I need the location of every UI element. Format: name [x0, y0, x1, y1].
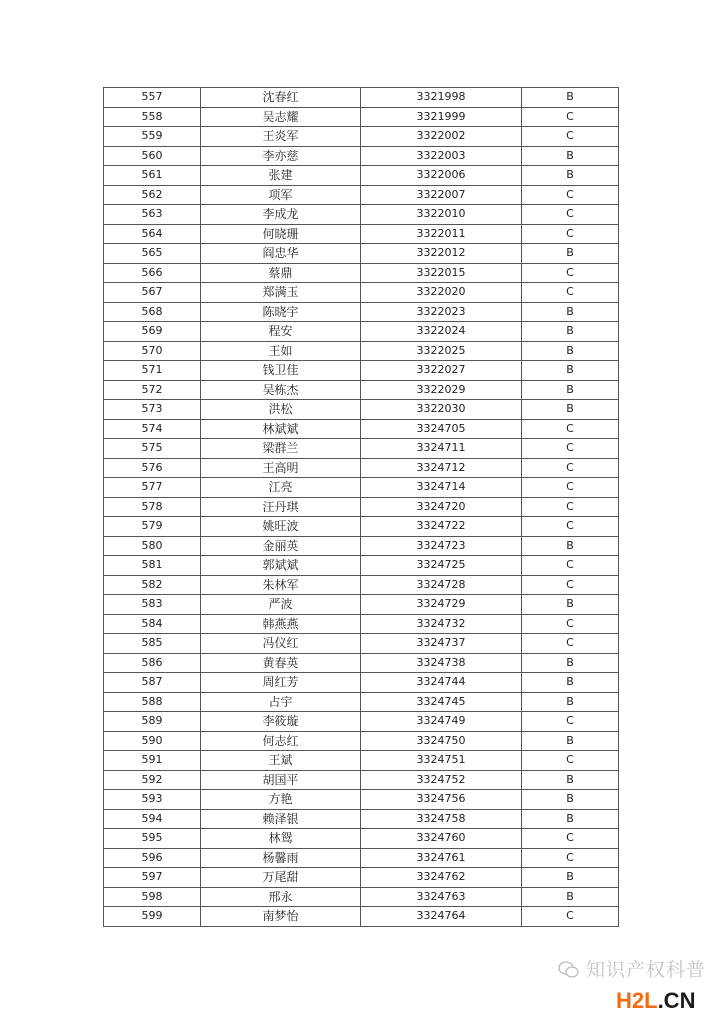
table-row: [104, 205, 619, 225]
grade-cell: B: [522, 673, 619, 693]
table-row: [104, 887, 619, 907]
table-row: [104, 244, 619, 264]
person-name-cell: 蔡鼎: [201, 263, 361, 283]
grade-cell: C: [522, 907, 619, 927]
row-number-cell: 578: [104, 497, 201, 517]
row-number-cell: 569: [104, 322, 201, 342]
grade-cell: B: [522, 302, 619, 322]
table-row: [104, 712, 619, 732]
certificate-code-cell: 3322029: [361, 380, 522, 400]
table-row: [104, 497, 619, 517]
results-table: [103, 87, 619, 927]
person-name-cell: 王高明: [201, 458, 361, 478]
table-row: [104, 341, 619, 361]
person-name-cell: 何志红: [201, 731, 361, 751]
row-number-cell: 572: [104, 380, 201, 400]
person-name-cell: 汪丹琪: [201, 497, 361, 517]
person-name-cell: 江亮: [201, 478, 361, 498]
h2l-logo-text: H2L: [616, 988, 658, 1013]
row-number-cell: 587: [104, 673, 201, 693]
certificate-code-cell: 3324764: [361, 907, 522, 927]
h2l-logo: [616, 988, 695, 1014]
table-row: [104, 770, 619, 790]
grade-cell: C: [522, 478, 619, 498]
table-row: [104, 361, 619, 381]
certificate-code-cell: 3324756: [361, 790, 522, 810]
certificate-code-cell: 3324749: [361, 712, 522, 732]
person-name-cell: 林鸳: [201, 829, 361, 849]
table-row: [104, 634, 619, 654]
row-number-cell: 580: [104, 536, 201, 556]
row-number-cell: 558: [104, 107, 201, 127]
row-number-cell: 574: [104, 419, 201, 439]
table-row: [104, 419, 619, 439]
row-number-cell: 570: [104, 341, 201, 361]
person-name-cell: 南梦怡: [201, 907, 361, 927]
certificate-code-cell: 3322020: [361, 283, 522, 303]
certificate-code-cell: 3324758: [361, 809, 522, 829]
certificate-code-cell: 3324712: [361, 458, 522, 478]
person-name-cell: 王炎军: [201, 127, 361, 147]
table-row: [104, 595, 619, 615]
table-row: [104, 692, 619, 712]
person-name-cell: 严波: [201, 595, 361, 615]
row-number-cell: 598: [104, 887, 201, 907]
row-number-cell: 568: [104, 302, 201, 322]
certificate-code-cell: 3322010: [361, 205, 522, 225]
grade-cell: B: [522, 536, 619, 556]
row-number-cell: 562: [104, 185, 201, 205]
table-row: [104, 263, 619, 283]
table-row: [104, 653, 619, 673]
row-number-cell: 591: [104, 751, 201, 771]
person-name-cell: 朱林军: [201, 575, 361, 595]
row-number-cell: 582: [104, 575, 201, 595]
grade-cell: B: [522, 380, 619, 400]
grade-cell: C: [522, 556, 619, 576]
row-number-cell: 585: [104, 634, 201, 654]
grade-cell: C: [522, 712, 619, 732]
certificate-code-cell: 3322030: [361, 400, 522, 420]
table-row: [104, 400, 619, 420]
person-name-cell: 李筱璇: [201, 712, 361, 732]
watermark-text: 知识产权科普: [586, 959, 707, 981]
certificate-code-cell: 3324762: [361, 868, 522, 888]
table-row: [104, 107, 619, 127]
row-number-cell: 566: [104, 263, 201, 283]
row-number-cell: 583: [104, 595, 201, 615]
certificate-code-cell: 3324711: [361, 439, 522, 459]
certificate-code-cell: 3324738: [361, 653, 522, 673]
grade-cell: C: [522, 205, 619, 225]
certificate-code-cell: 3324723: [361, 536, 522, 556]
results-table-body: [104, 88, 619, 927]
grade-cell: C: [522, 634, 619, 654]
row-number-cell: 560: [104, 146, 201, 166]
certificate-code-cell: 3322006: [361, 166, 522, 186]
certificate-code-cell: 3324761: [361, 848, 522, 868]
wechat-icon: [558, 960, 582, 982]
row-number-cell: 592: [104, 770, 201, 790]
grade-cell: C: [522, 575, 619, 595]
grade-cell: C: [522, 848, 619, 868]
certificate-code-cell: 3324763: [361, 887, 522, 907]
row-number-cell: 596: [104, 848, 201, 868]
row-number-cell: 571: [104, 361, 201, 381]
table-row: [104, 185, 619, 205]
certificate-code-cell: 3321998: [361, 88, 522, 108]
grade-cell: C: [522, 419, 619, 439]
person-name-cell: 吴栋杰: [201, 380, 361, 400]
certificate-code-cell: 3322024: [361, 322, 522, 342]
certificate-code-cell: 3322027: [361, 361, 522, 381]
person-name-cell: 林斌斌: [201, 419, 361, 439]
table-row: [104, 283, 619, 303]
grade-cell: B: [522, 868, 619, 888]
table-row: [104, 868, 619, 888]
grade-cell: C: [522, 107, 619, 127]
row-number-cell: 597: [104, 868, 201, 888]
row-number-cell: 584: [104, 614, 201, 634]
h2l-logo-suffix: .CN: [657, 988, 696, 1013]
grade-cell: B: [522, 88, 619, 108]
watermark: [556, 958, 720, 1016]
row-number-cell: 586: [104, 653, 201, 673]
table-row: [104, 751, 619, 771]
person-name-cell: 梁群兰: [201, 439, 361, 459]
row-number-cell: 561: [104, 166, 201, 186]
row-number-cell: 573: [104, 400, 201, 420]
row-number-cell: 559: [104, 127, 201, 147]
certificate-code-cell: 3322011: [361, 224, 522, 244]
grade-cell: C: [522, 497, 619, 517]
table-row: [104, 458, 619, 478]
certificate-code-cell: 3324744: [361, 673, 522, 693]
person-name-cell: 邢永: [201, 887, 361, 907]
table-row: [104, 848, 619, 868]
person-name-cell: 周红芳: [201, 673, 361, 693]
person-name-cell: 钱卫佳: [201, 361, 361, 381]
certificate-code-cell: 3321999: [361, 107, 522, 127]
person-name-cell: 项军: [201, 185, 361, 205]
certificate-code-cell: 3322002: [361, 127, 522, 147]
certificate-code-cell: 3324725: [361, 556, 522, 576]
person-name-cell: 赖泽银: [201, 809, 361, 829]
certificate-code-cell: 3324728: [361, 575, 522, 595]
row-number-cell: 590: [104, 731, 201, 751]
person-name-cell: 姚旺波: [201, 517, 361, 537]
certificate-code-cell: 3324750: [361, 731, 522, 751]
row-number-cell: 588: [104, 692, 201, 712]
certificate-code-cell: 3324760: [361, 829, 522, 849]
grade-cell: B: [522, 809, 619, 829]
table-row: [104, 146, 619, 166]
row-number-cell: 595: [104, 829, 201, 849]
person-name-cell: 金丽英: [201, 536, 361, 556]
grade-cell: B: [522, 244, 619, 264]
grade-cell: B: [522, 361, 619, 381]
table-row: [104, 439, 619, 459]
table-row: [104, 224, 619, 244]
wechat-icon-glyph: [558, 960, 580, 980]
person-name-cell: 王斌: [201, 751, 361, 771]
certificate-code-cell: 3322012: [361, 244, 522, 264]
person-name-cell: 吴志耀: [201, 107, 361, 127]
row-number-cell: 576: [104, 458, 201, 478]
table-row: [104, 517, 619, 537]
certificate-code-cell: 3324752: [361, 770, 522, 790]
grade-cell: C: [522, 517, 619, 537]
person-name-cell: 冯仪红: [201, 634, 361, 654]
table-row: [104, 88, 619, 108]
grade-cell: C: [522, 185, 619, 205]
person-name-cell: 李亦慈: [201, 146, 361, 166]
grade-cell: C: [522, 127, 619, 147]
person-name-cell: 方艳: [201, 790, 361, 810]
table-row: [104, 829, 619, 849]
table-row: [104, 790, 619, 810]
certificate-code-cell: 3324729: [361, 595, 522, 615]
certificate-code-cell: 3324732: [361, 614, 522, 634]
table-row: [104, 907, 619, 927]
row-number-cell: 567: [104, 283, 201, 303]
table-row: [104, 302, 619, 322]
grade-cell: B: [522, 341, 619, 361]
row-number-cell: 564: [104, 224, 201, 244]
certificate-code-cell: 3324737: [361, 634, 522, 654]
grade-cell: B: [522, 770, 619, 790]
certificate-code-cell: 3324745: [361, 692, 522, 712]
grade-cell: C: [522, 263, 619, 283]
table-row: [104, 575, 619, 595]
person-name-cell: 郭斌斌: [201, 556, 361, 576]
person-name-cell: 阎忠华: [201, 244, 361, 264]
table-row: [104, 614, 619, 634]
row-number-cell: 589: [104, 712, 201, 732]
certificate-code-cell: 3322025: [361, 341, 522, 361]
person-name-cell: 洪松: [201, 400, 361, 420]
certificate-code-cell: 3324714: [361, 478, 522, 498]
row-number-cell: 563: [104, 205, 201, 225]
row-number-cell: 593: [104, 790, 201, 810]
person-name-cell: 占宇: [201, 692, 361, 712]
person-name-cell: 张建: [201, 166, 361, 186]
table-row: [104, 673, 619, 693]
grade-cell: B: [522, 731, 619, 751]
row-number-cell: 557: [104, 88, 201, 108]
table-row: [104, 127, 619, 147]
grade-cell: B: [522, 146, 619, 166]
person-name-cell: 黄春英: [201, 653, 361, 673]
table-row: [104, 556, 619, 576]
person-name-cell: 程安: [201, 322, 361, 342]
grade-cell: B: [522, 595, 619, 615]
person-name-cell: 韩燕燕: [201, 614, 361, 634]
table-row: [104, 478, 619, 498]
table-row: [104, 380, 619, 400]
table-row: [104, 809, 619, 829]
certificate-code-cell: 3322023: [361, 302, 522, 322]
row-number-cell: 579: [104, 517, 201, 537]
grade-cell: C: [522, 224, 619, 244]
person-name-cell: 王如: [201, 341, 361, 361]
certificate-code-cell: 3324720: [361, 497, 522, 517]
grade-cell: C: [522, 458, 619, 478]
grade-cell: B: [522, 887, 619, 907]
row-number-cell: 577: [104, 478, 201, 498]
person-name-cell: 杨馨雨: [201, 848, 361, 868]
table-row: [104, 322, 619, 342]
grade-cell: B: [522, 400, 619, 420]
grade-cell: C: [522, 751, 619, 771]
grade-cell: B: [522, 322, 619, 342]
certificate-code-cell: 3324751: [361, 751, 522, 771]
grade-cell: C: [522, 439, 619, 459]
table-row: [104, 731, 619, 751]
grade-cell: C: [522, 829, 619, 849]
person-name-cell: 胡国平: [201, 770, 361, 790]
person-name-cell: 陈晓宇: [201, 302, 361, 322]
person-name-cell: 郑满玉: [201, 283, 361, 303]
grade-cell: B: [522, 166, 619, 186]
row-number-cell: 575: [104, 439, 201, 459]
person-name-cell: 万尾甜: [201, 868, 361, 888]
certificate-code-cell: 3324705: [361, 419, 522, 439]
row-number-cell: 565: [104, 244, 201, 264]
certificate-code-cell: 3322015: [361, 263, 522, 283]
row-number-cell: 599: [104, 907, 201, 927]
certificate-code-cell: 3322007: [361, 185, 522, 205]
table-row: [104, 536, 619, 556]
grade-cell: B: [522, 790, 619, 810]
certificate-code-cell: 3322003: [361, 146, 522, 166]
certificate-code-cell: 3324722: [361, 517, 522, 537]
grade-cell: B: [522, 692, 619, 712]
grade-cell: C: [522, 283, 619, 303]
person-name-cell: 何晓珊: [201, 224, 361, 244]
row-number-cell: 581: [104, 556, 201, 576]
row-number-cell: 594: [104, 809, 201, 829]
table-row: [104, 166, 619, 186]
grade-cell: C: [522, 614, 619, 634]
grade-cell: B: [522, 653, 619, 673]
person-name-cell: 沈春红: [201, 88, 361, 108]
person-name-cell: 李成龙: [201, 205, 361, 225]
